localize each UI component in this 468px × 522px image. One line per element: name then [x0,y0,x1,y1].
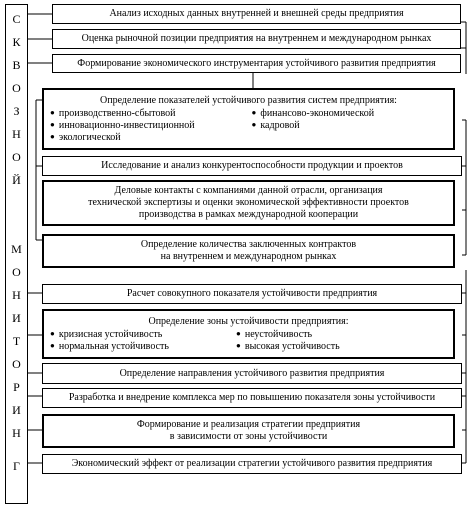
vertical-letter: И [12,403,21,417]
step-box-development-direction [42,363,462,384]
vertical-letter: О [12,81,21,95]
step-box-business-contacts [42,180,455,226]
list-item: ● финансово-экономической [252,108,448,120]
vertical-letter: Н [12,127,21,141]
vertical-letter: О [12,357,21,371]
step-box-measures-complex [42,388,462,408]
list-item: ● экологической [50,132,246,144]
list-item: ● производственно-сбытовой [50,108,246,120]
step-box-economic-effect [42,454,462,474]
vertical-letter: М [11,242,22,256]
step-title: Определение зоны устойчивости предприятия: [148,316,349,327]
step-text: Расчет совокупного показателя устойчивости предприятия [126,288,378,299]
list-item: ● нормальная устойчивость [50,341,230,353]
step-text: Определение направления устойчивого развития предприятия [119,367,385,379]
vertical-letter: И [12,311,21,325]
step-box-strategy-formation [42,414,455,448]
step-text: Исследование и анализ конкурентоспособности продукции и проектов [101,160,403,171]
step-box-analysis-environment [52,4,461,24]
vertical-letter: О [12,150,21,164]
vertical-letter: Й [12,173,21,187]
vertical-letter: З [13,104,20,118]
vertical-letter: К [12,35,21,49]
vertical-letter: О [12,265,21,279]
step-title: Определение показателей устойчивого развития систем предприятия: [100,95,397,106]
vertical-letter: Н [12,426,21,440]
vertical-letter: Т [12,334,21,348]
vertical-letter: В [12,58,21,72]
list-item: ● неустойчивость [236,329,447,341]
step-text: Экономический эффект от реализации стратегии устойчивого развития предприятия [71,458,433,469]
step-box-economic-toolkit [52,54,461,73]
step-text-line: технической экспертизы и оценки экономической эффективности проектов [88,197,409,208]
vertical-letter: Н [12,288,21,302]
step-box-market-position [52,29,461,49]
list-item: ● инновационно-инвестиционной [50,120,246,132]
step-box-competitiveness [42,156,462,176]
step-text: Разработка и внедрение комплекса мер по повышению показателя зоны устойчивости [68,392,436,403]
step-box-contracts-count [42,234,455,268]
step-text-line: Определение количества заключенных контрактов [140,239,357,250]
vertical-letter: Р [13,380,20,394]
step-box-aggregate-index [42,284,462,304]
step-box-stability-zone [42,309,455,359]
step-text: Анализ исходных данных внутренней и внешней среды предприятия [109,8,404,19]
step-text-line: производства в рамках международной кооперации [138,209,359,220]
step-text: Формирование экономического инструментария устойчивого развития предприятия [77,57,436,69]
step-text-line: на внутреннем и международном рынках [160,251,337,262]
step-text: Оценка рыночной позиции предприятия на внутреннем и международном рынках [81,33,432,44]
step-box-indicators [42,88,455,150]
list-item: ● высокая устойчивость [236,341,447,353]
vertical-letter: Г [13,459,20,473]
step-text-line: Деловые контакты с компаниями данной отрасли, организация [114,185,383,196]
list-item: ● кризисная устойчивость [50,329,230,341]
vertical-letter: С [12,12,21,26]
step-text-line: в зависимости от зоны устойчивости [169,431,328,442]
step-text-line: Формирование и реализация стратегии предприятия [136,419,361,430]
list-item: ● кадровой [252,120,448,132]
